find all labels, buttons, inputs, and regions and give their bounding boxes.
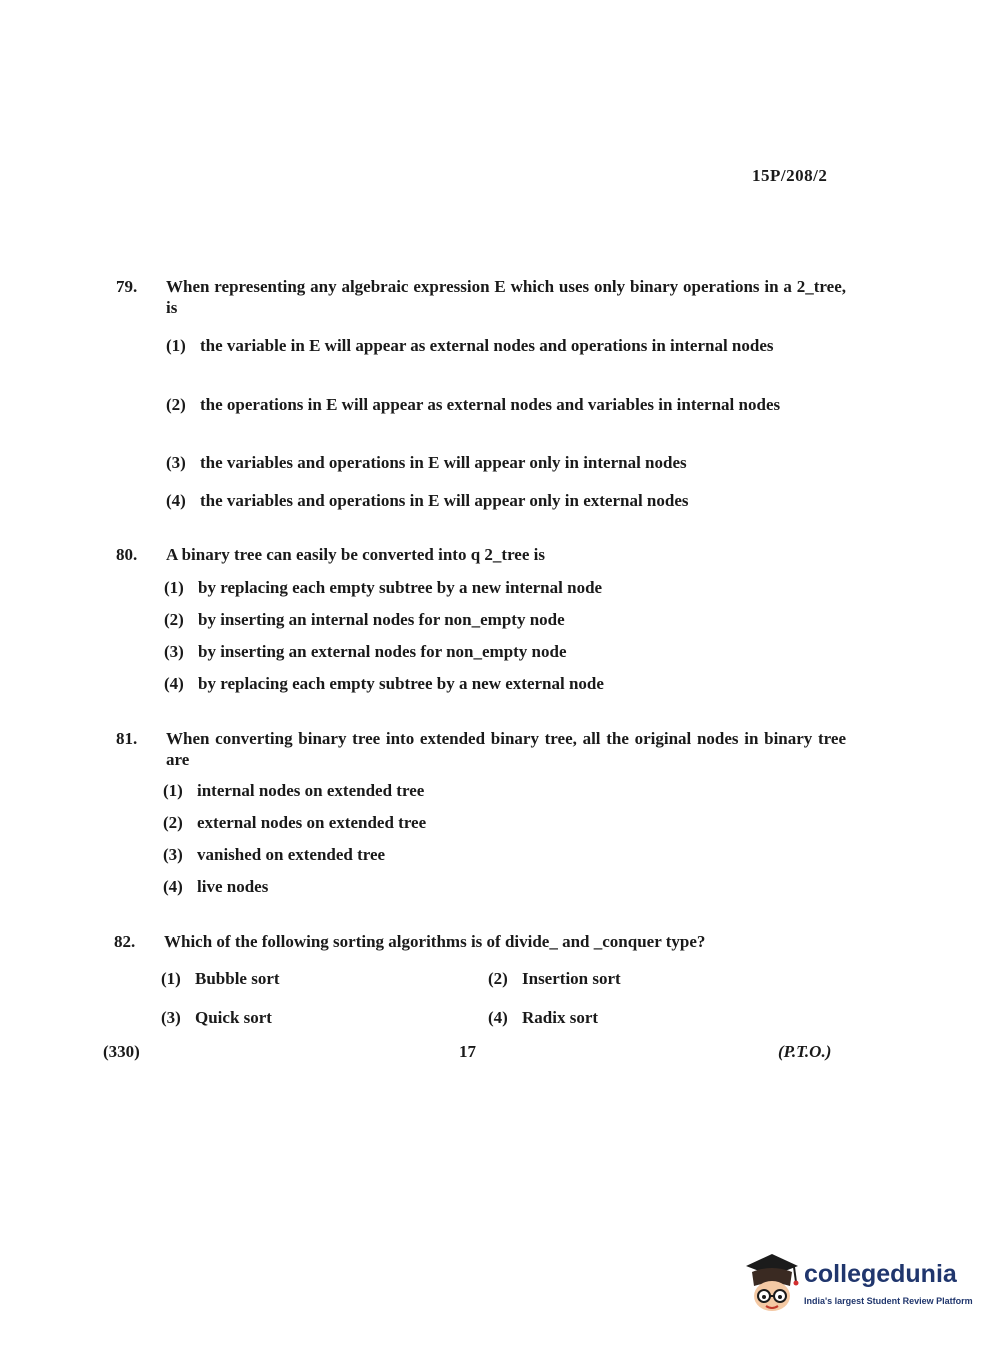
option-text: by inserting an external nodes for non_empty node (198, 642, 567, 661)
option-text: the variables and operations in E will appear only in external nodes (200, 491, 689, 510)
option (163, 844, 843, 865)
option-number: (4) (164, 674, 184, 693)
question-81 (116, 728, 846, 770)
option (164, 673, 844, 694)
option-text: the variable in E will appear as external nodes and operations in internal nodes (200, 336, 774, 355)
option-number: (3) (164, 642, 184, 661)
option-text: by replacing each empty subtree by a new external node (198, 674, 604, 693)
option-text: external nodes on extended tree (197, 813, 427, 832)
option (166, 452, 846, 473)
option (166, 490, 846, 511)
question-text: When representing any algebraic expression E which uses only binary operations in a 2_tree, is (166, 277, 846, 317)
option-number: (1) (163, 781, 183, 800)
option-number: (4) (166, 491, 186, 510)
option-number: (2) (163, 813, 183, 832)
option-number: (4) (488, 1008, 508, 1027)
option (164, 609, 844, 630)
question-80 (116, 544, 846, 565)
option (166, 394, 846, 415)
option-number: (1) (164, 578, 184, 597)
question-number: 81. (116, 729, 138, 748)
option (163, 812, 843, 833)
option (488, 968, 788, 989)
option (488, 1007, 788, 1028)
option-text: the operations in E will appear as external nodes and variables in internal nodes (200, 395, 781, 414)
option (161, 1007, 461, 1028)
question-text: A binary tree can easily be converted into q 2_tree is (166, 545, 545, 564)
option (164, 641, 844, 662)
option-number: (4) (163, 877, 183, 896)
option (164, 577, 844, 598)
option-text: the variables and operations in E will appear only in internal nodes (200, 453, 687, 472)
option-number: (1) (161, 969, 181, 988)
option-number: (3) (166, 453, 186, 472)
option-number: (2) (166, 395, 186, 414)
option-number: (3) (161, 1008, 181, 1027)
question-82 (114, 931, 844, 952)
option (163, 780, 843, 801)
option (163, 876, 843, 897)
collegedunia-watermark (742, 1252, 972, 1318)
question-number: 79. (116, 277, 138, 296)
question-79 (116, 276, 846, 318)
option-text: internal nodes on extended tree (197, 781, 425, 800)
pto-label: (P.T.O.) (778, 1042, 832, 1061)
option-text: Quick sort (195, 1008, 272, 1027)
question-text: Which of the following sorting algorithms is of divide_ and _conquer type? (164, 932, 706, 951)
brand-name: collegedunia (804, 1260, 957, 1288)
option-text: vanished on extended tree (197, 845, 386, 864)
question-number: 82. (114, 932, 136, 951)
brand-tagline: India's largest Student Review Platform (804, 1296, 973, 1306)
option-text: live nodes (197, 877, 269, 896)
option-text: Insertion sort (522, 969, 621, 988)
option-number: (3) (163, 845, 183, 864)
option-number: (2) (164, 610, 184, 629)
option (166, 335, 846, 356)
question-number: 80. (116, 545, 138, 564)
option (161, 968, 461, 989)
option-text: Radix sort (522, 1008, 599, 1027)
option-number: (2) (488, 969, 508, 988)
page-code: 15P/208/2 (752, 166, 828, 185)
option-text: by inserting an internal nodes for non_empty node (198, 610, 565, 629)
mascot-icon (742, 1252, 802, 1314)
option-text: by replacing each empty subtree by a new internal node (198, 578, 603, 597)
option-text: Bubble sort (195, 969, 280, 988)
footer-code: (330) (103, 1042, 140, 1061)
option-number: (1) (166, 336, 186, 355)
question-text: When converting binary tree into extended binary tree, all the original nodes in binary tree are (166, 729, 846, 769)
page-number: 17 (459, 1042, 476, 1061)
